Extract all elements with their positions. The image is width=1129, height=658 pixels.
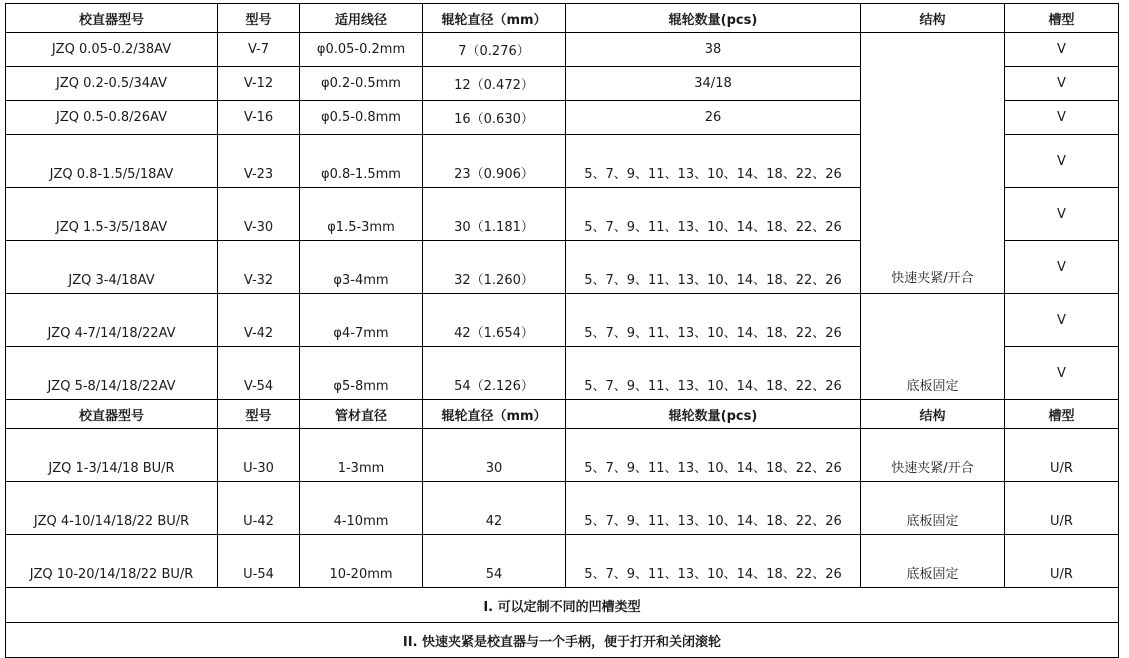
cell-groove: V (1005, 188, 1119, 241)
header-roller-diameter: 辊轮直径（mm） (423, 400, 566, 429)
header-structure: 结构 (861, 400, 1005, 429)
cell-structure-base-fixed: 底板固定 (861, 294, 1005, 400)
cell-diameter: 12（0.472） (423, 67, 566, 101)
cell-diameter: 7（0.276） (423, 33, 566, 67)
cell-type: U-42 (218, 482, 300, 535)
cell-model: JZQ 4-10/14/18/22 BU/R (6, 482, 218, 535)
header-wire-diameter: 适用线径 (300, 4, 423, 33)
cell-wire: φ3-4mm (300, 241, 423, 294)
cell-structure: 底板固定 (861, 482, 1005, 535)
cell-groove: V (1005, 241, 1119, 294)
cell-quantity: 5、7、9、11、13、10、14、18、22、26 (566, 482, 861, 535)
cell-groove: V (1005, 294, 1119, 347)
cell-groove: V (1005, 33, 1119, 67)
cell-type: V-23 (218, 135, 300, 188)
cell-diameter: 54 (423, 535, 566, 588)
note-custom-groove: I. 可以定制不同的凹槽类型 (6, 588, 1119, 623)
table-row (6, 535, 1119, 588)
cell-quantity: 5、7、9、11、13、10、14、18、22、26 (566, 135, 861, 188)
cell-structure-quick-clamp: 快速夹紧/开合 (861, 33, 1005, 294)
cell-quantity: 5、7、9、11、13、10、14、18、22、26 (566, 241, 861, 294)
cell-structure: 快速夹紧/开合 (861, 429, 1005, 482)
header-roller-diameter: 辊轮直径（mm） (423, 4, 566, 33)
cell-wire: 1-3mm (300, 429, 423, 482)
cell-model: JZQ 4-7/14/18/22AV (6, 294, 218, 347)
header-model: 校直器型号 (6, 400, 218, 429)
cell-groove: U/R (1005, 482, 1119, 535)
v-header-row (6, 4, 1119, 33)
cell-diameter: 54（2.126） (423, 347, 566, 400)
cell-type: V-54 (218, 347, 300, 400)
header-roller-count: 辊轮数量(pcs) (566, 4, 861, 33)
cell-diameter: 30 (423, 429, 566, 482)
cell-model: JZQ 5-8/14/18/22AV (6, 347, 218, 400)
header-model: 校直器型号 (6, 4, 218, 33)
cell-model: JZQ 3-4/18AV (6, 241, 218, 294)
cell-wire: φ4-7mm (300, 294, 423, 347)
cell-groove: V (1005, 101, 1119, 135)
table-row (6, 294, 1119, 347)
cell-groove: V (1005, 347, 1119, 400)
header-groove: 槽型 (1005, 400, 1119, 429)
header-groove: 槽型 (1005, 4, 1119, 33)
cell-diameter: 16（0.630） (423, 101, 566, 135)
cell-model: JZQ 0.05-0.2/38AV (6, 33, 218, 67)
cell-structure: 底板固定 (861, 535, 1005, 588)
cell-groove: U/R (1005, 535, 1119, 588)
cell-quantity: 26 (566, 101, 861, 135)
cell-type: U-54 (218, 535, 300, 588)
cell-model: JZQ 0.5-0.8/26AV (6, 101, 218, 135)
header-roller-count: 辊轮数量(pcs) (566, 400, 861, 429)
cell-quantity: 34/18 (566, 67, 861, 101)
cell-quantity: 5、7、9、11、13、10、14、18、22、26 (566, 347, 861, 400)
cell-quantity: 5、7、9、11、13、10、14、18、22、26 (566, 535, 861, 588)
cell-wire: φ0.2-0.5mm (300, 67, 423, 101)
cell-model: JZQ 1-3/14/18 BU/R (6, 429, 218, 482)
header-structure: 结构 (861, 4, 1005, 33)
cell-diameter: 42 (423, 482, 566, 535)
cell-type: V-12 (218, 67, 300, 101)
cell-type: V-42 (218, 294, 300, 347)
spec-table-container (5, 3, 1119, 658)
table-row (6, 33, 1119, 67)
header-type: 型号 (218, 400, 300, 429)
cell-quantity: 38 (566, 33, 861, 67)
cell-wire: φ0.05-0.2mm (300, 33, 423, 67)
cell-model: JZQ 0.8-1.5/5/18AV (6, 135, 218, 188)
cell-quantity: 5、7、9、11、13、10、14、18、22、26 (566, 294, 861, 347)
cell-quantity: 5、7、9、11、13、10、14、18、22、26 (566, 429, 861, 482)
cell-type: V-30 (218, 188, 300, 241)
cell-diameter: 23（0.906） (423, 135, 566, 188)
cell-type: U-30 (218, 429, 300, 482)
cell-type: V-7 (218, 33, 300, 67)
table-row (6, 482, 1119, 535)
cell-diameter: 30（1.181） (423, 188, 566, 241)
cell-diameter: 32（1.260） (423, 241, 566, 294)
cell-type: V-32 (218, 241, 300, 294)
cell-model: JZQ 1.5-3/5/18AV (6, 188, 218, 241)
header-type: 型号 (218, 4, 300, 33)
cell-wire: φ1.5-3mm (300, 188, 423, 241)
cell-model: JZQ 10-20/14/18/22 BU/R (6, 535, 218, 588)
cell-type: V-16 (218, 101, 300, 135)
cell-groove: U/R (1005, 429, 1119, 482)
cell-wire: φ0.8-1.5mm (300, 135, 423, 188)
cell-wire: 4-10mm (300, 482, 423, 535)
note-quick-clamp: II. 快速夹紧是校直器与一个手柄，便于打开和关闭滚轮 (6, 623, 1119, 658)
cell-groove: V (1005, 67, 1119, 101)
note-row (6, 623, 1119, 658)
cell-wire: 10-20mm (300, 535, 423, 588)
note-row (6, 588, 1119, 623)
cell-groove: V (1005, 135, 1119, 188)
header-tube-diameter: 管材直径 (300, 400, 423, 429)
cell-quantity: 5、7、9、11、13、10、14、18、22、26 (566, 188, 861, 241)
table-row (6, 429, 1119, 482)
cell-wire: φ5-8mm (300, 347, 423, 400)
cell-diameter: 42（1.654） (423, 294, 566, 347)
u-header-row (6, 400, 1119, 429)
cell-model: JZQ 0.2-0.5/34AV (6, 67, 218, 101)
cell-wire: φ0.5-0.8mm (300, 101, 423, 135)
straightener-spec-table (5, 3, 1119, 658)
